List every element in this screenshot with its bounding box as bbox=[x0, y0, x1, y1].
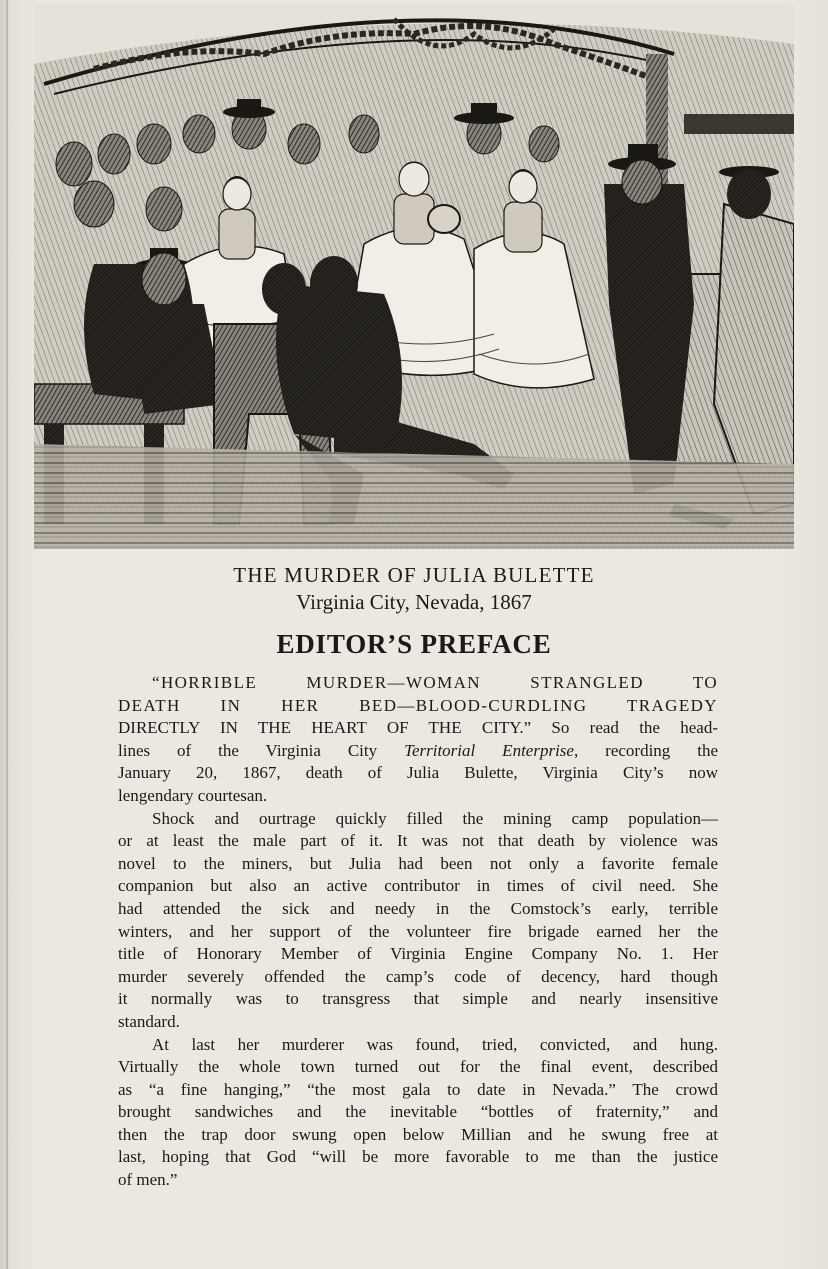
paragraph-line: standard. bbox=[118, 1011, 180, 1031]
newspaper-name: Territorial Enterprise bbox=[404, 740, 574, 760]
paragraph-line: lengendary courtesan. bbox=[118, 785, 268, 805]
paragraph-line: as “a fine hanging,” “the most gala to date in Nevada.” The crowd bbox=[118, 1079, 718, 1099]
paragraph-line: it normally was to transgress that simple and nearly insensitive bbox=[118, 989, 718, 1009]
paragraph-line: January 20, 1867, death of Julia Bulette, Virginia City’s now bbox=[118, 763, 718, 783]
article-subtitle: Virginia City, Nevada, 1867 bbox=[296, 590, 532, 614]
paragraph-line: novel to the miners, but Julia had been not only a favorite female bbox=[118, 853, 718, 873]
paragraph-2 bbox=[118, 808, 718, 1034]
paragraph-line: lines of the Virginia City Territorial Enterprise, recording the bbox=[118, 740, 719, 760]
paragraph-line: Shock and ourtrage quickly filled the mining camp population— bbox=[152, 808, 718, 828]
paragraph-line: last, hoping that God “will be more favorable to me than the justice bbox=[118, 1147, 718, 1167]
paragraph-line: At last her murderer was found, tried, convicted, and hung. bbox=[152, 1034, 718, 1054]
paragraph-line: had attended the sick and needy in the Comstock’s early, terrible bbox=[118, 898, 718, 918]
paragraph-line: Virtually the whole town turned out for the final event, described bbox=[118, 1057, 718, 1077]
paragraph-line: title of Honorary Member of Virginia Engine Company No. 1. Her bbox=[118, 944, 718, 964]
paragraph-line: or at least the male part of it. It was not that death by violence was bbox=[118, 831, 718, 851]
paragraph-1 bbox=[118, 672, 718, 808]
preface-body bbox=[118, 672, 718, 1192]
saloon-engraving-illustration bbox=[34, 4, 794, 549]
section-heading: EDITOR’S PREFACE bbox=[276, 629, 552, 659]
paragraph-line: of men.” bbox=[118, 1170, 178, 1190]
title-block bbox=[0, 562, 828, 616]
paragraph-line: brought sandwiches and the inevitable “bottles of fraternity,” and bbox=[118, 1102, 718, 1122]
paragraph-3 bbox=[118, 1034, 718, 1192]
paragraph-line: “HORRIBLE MURDER—WOMAN STRANGLED TO bbox=[152, 673, 718, 692]
paragraph-line: then the trap door swung open below Millian and he swung free at bbox=[118, 1124, 718, 1144]
article-title: THE MURDER OF JULIA BULETTE bbox=[233, 563, 595, 587]
paragraph-line: murder severely offended the camp’s code of decency, hard though bbox=[118, 966, 718, 986]
paragraph-line: DIRECTLY IN THE HEART OF THE CITY.” So read the head- bbox=[118, 718, 718, 738]
paragraph-line: companion but also an active contributor in times of civil need. She bbox=[118, 876, 718, 896]
paragraph-line: DEATH IN HER BED—BLOOD-CURDLING TRAGEDY bbox=[118, 695, 718, 715]
paragraph-line: winters, and her support of the volunteer fire brigade earned her the bbox=[118, 921, 718, 941]
